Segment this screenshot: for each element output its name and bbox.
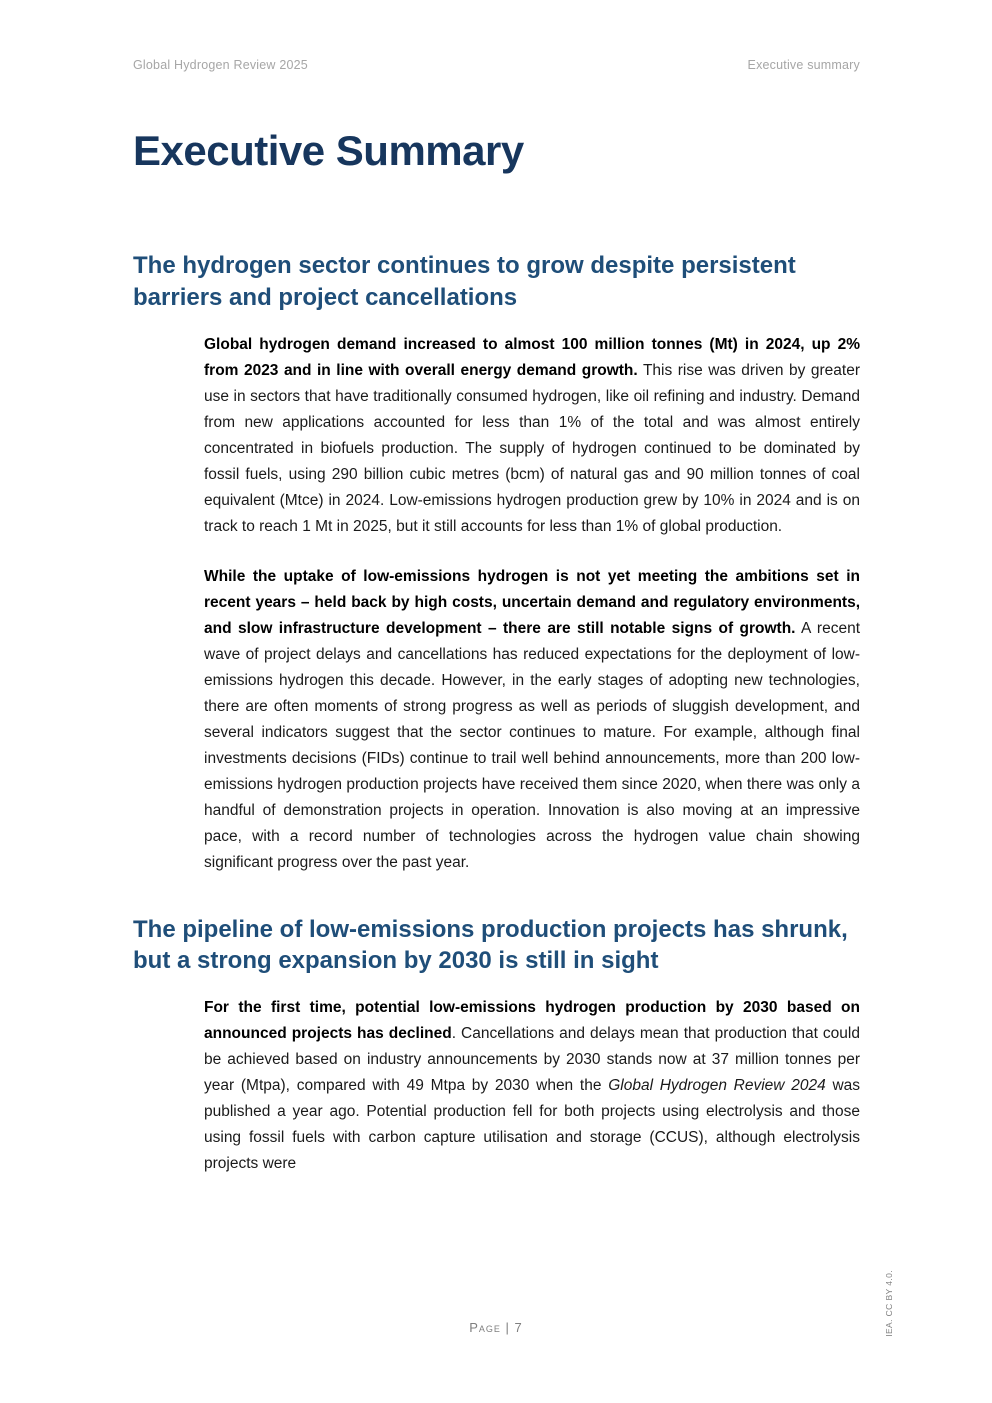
paragraph-1 [204,332,860,540]
section-heading-2: The pipeline of low-emissions production projects has shrunk, but a strong expansion by 2030 is still in sight [133,915,848,975]
paragraph-3-body-after-italic: was published a year ago. Potential production fell for both projects using electrolysis and those using fossil fuels with carbon capture utilisation and storage (CCUS), although electrolysis projects were [204,1076,861,1172]
section-heading-1: The hydrogen sector continues to grow despite persistent barriers and project cancellations [133,252,796,311]
page-number-label: Page | 7 [469,1320,523,1335]
paragraph-3-lead-bold: For the first time, potential low-emissions hydrogen production by 2030 based on announced projects has declined [204,998,860,1042]
section-hydrogen-growth [133,250,860,875]
paragraph-1-body: This rise was driven by greater use in sectors that have traditionally consumed hydrogen, like oil refining and industry. Demand from new applications accounted for less than 1% of the total and was almost entirely concentrated in biofuels production. The supply of hydrogen continued to be dominated by fossil fuels, using 290 billion cubic metres (bcm) of natural gas and 90 million tonnes of coal equivalent (Mtce) in 2024. Low-emissions hydrogen production grew by 10% in 2024 and is on track to reach 1 Mt in 2025, but it still accounts for less than 1% of global production. [204,361,861,535]
document-title: Executive Summary [133,127,524,174]
paragraph-3-report-title-italic: Global Hydrogen Review 2024 [608,1076,826,1094]
page-footer [0,1320,992,1335]
paragraph-3 [204,995,860,1177]
paragraph-1-lead-bold: Global hydrogen demand increased to almost 100 million tonnes (Mt) in 2024, up 2% from 2023 and in line with overall energy demand growth. [204,335,860,379]
paragraph-3-body-before-italic: . Cancellations and delays mean that production that could be achieved based on industry announcements by 2030 stands now at 37 million tonnes per year (Mtpa), compared with 49 Mtpa by 2030 when the [204,1024,860,1094]
license-side-note: IEA. CC BY 4.0. [884,1270,894,1337]
paragraph-2-lead-bold: While the uptake of low-emissions hydrogen is not yet meeting the ambitions set in recent years – held back by high costs, uncertain demand and regulatory environments, and slow infrastructure development – there are still notable signs of growth. [204,567,860,637]
section-pipeline [133,914,860,1177]
page-header [133,58,860,72]
header-left-text: Global Hydrogen Review 2025 [133,58,308,72]
header-right-text: Executive summary [747,58,860,72]
paragraph-2 [204,564,860,876]
paragraph-2-body: A recent wave of project delays and cancellations has reduced expectations for the deployment of low-emissions hydrogen this decade. However, in the early stages of adopting new technologies, there are often moments of strong progress as well as periods of sluggish development, and several indicators suggest that the sector continues to mature. For example, although final investments decisions (FIDs) continue to trail well behind announcements, more than 200 low-emissions hydrogen production projects have received them since 2020, when there was only a handful of demonstration projects in operation. Innovation is also moving at an impressive pace, with a record number of technologies across the hydrogen value chain showing significant progress over the past year. [204,619,860,871]
